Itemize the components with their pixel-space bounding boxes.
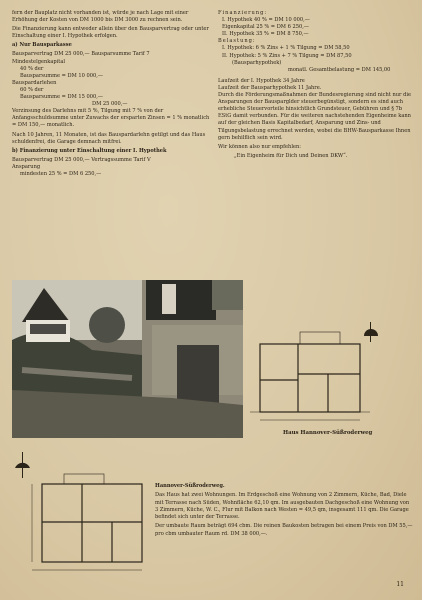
calc-line: mindesten 25 % = DM 6 250,— [20, 170, 102, 177]
bel-line: II. Hypothek: 5 % Zins + 7 % Tilgung = DM 87,50 [222, 52, 352, 59]
heading-b: b) Finanzierung unter Einschaltung einer I. Hypothek [12, 147, 167, 154]
slogan: „Ein Eigenheim für Dich und Deinen DKW“. [234, 152, 348, 159]
calc-line: Bausparsumme = DM 10 000,— [20, 72, 103, 79]
right-para: Durch die Förderungsmaßnahmen der Bundesregierung sind nicht nur die Ansparungen der Bausparglder steuerbegünstigt, sondern es sind auch erhebliche Steuervorteile hinsichtlich Grundsteuer, Gebühren und § 7b EStG damit verbunden. Für die weiteren nachstehenden Eigenheime kann auf der gleichen Basis Kapitalbedarf, Ansparung und Zins- und Tilgungsbelastung errechnet werden, wobei die BHW-Bausparkasse Ihnen gern behilflich sein wird. [218, 92, 411, 141]
right-para-2: Wir können also nur empfehlen: [218, 143, 301, 150]
calc-line: 60 % der [20, 86, 44, 93]
intro-text: fern der Bauplatz nicht vorhanden ist, würde je nach Lage mit einer Erhöhung der Kosten von DM 1000 bis DM 3000 zu rechnen sein. [12, 10, 189, 24]
calc-line: 40 % der [20, 65, 44, 72]
heading-a: a) Nur Bausparkasse [12, 42, 72, 49]
finanzierung-title: Finanzierung: [218, 10, 268, 16]
photo-caption: Haus Hannover-Süßroderweg [283, 430, 373, 436]
bel-line: I. Hypothek: 6 % Zins + 1 % Tilgung = DM 58,50 [222, 45, 350, 52]
description-text: Das Haus hat zwei Wohnungen. Im Erdgeschoß eine Wohnung von 2 Zimmern, Küche, Bad, Diele mit Terrasse nach Süden, Wohnfläche 62,10 qm. Im ausgebauten Dachgeschoß eine Wohnung von 3 Zimmern, Küche, W. C., Flur mit Balkon nach Westen = 49,5 qm, insgesamt 111 qm. Die Garage befindet sich unter der Terrasse. [155, 492, 410, 521]
page-number: 11 [396, 581, 404, 588]
house-photo-drawing [12, 280, 243, 438]
calc-line: Bauspardarlehen [12, 79, 57, 86]
calc-a [12, 51, 214, 108]
calc-line: Ansparung [12, 163, 41, 170]
calc-line: Bausparvertrag DM 25 000,— Vertragssumme Tarif V [12, 156, 151, 163]
laufzeit-line: Laufzeit der Bausparhypothek 11 Jahre. [218, 84, 322, 91]
para-a2: Nach 10 Jahren, 11 Monaten, ist das Bauspardarlehn getilgt und das Haus schuldenfrei, die Garage demnach mitfrei. [12, 131, 206, 145]
bel-total: monatl. Gesamtbelastung = DM 145,00 [288, 66, 391, 73]
floor-plan-upper-drawing [12, 452, 148, 584]
calc-total: DM 25 000,— [92, 101, 128, 108]
right-column [218, 10, 414, 162]
bel-line: (Bausparhypothek) [232, 59, 282, 66]
floor-plan-upper [12, 452, 148, 584]
left-column [12, 10, 214, 178]
calc-line: Bausparvertrag DM 25 000,— Bausparsumme Tarif 7 [12, 51, 150, 58]
house-photo [12, 280, 243, 438]
laufzeit-line: Laufzeit der I. Hypothek 34 Jahre [218, 77, 305, 84]
belastung-title: Belastung: [218, 38, 256, 45]
description-title: Hannover-Süßroderweg. [155, 483, 225, 489]
intro-text-2: Die Finanzierung kann entweder allein über den Bausparvertrag oder unter Einschaltung einer I. Hypothek erfolgen. [12, 26, 209, 40]
description-text-2: Der umbaute Raum beträgt 694 cbm. Die reinen Baukosten betragen bei einem Preis von DM 55,— pro cbm umbauter Raum rd. DM 38 000,—. [155, 523, 413, 537]
floor-plan-ground [250, 322, 382, 430]
fin-line: Eigenkapital 25 % = DM 6 250,— [222, 24, 309, 31]
floor-plan-drawing [250, 322, 382, 430]
para-a1: Verzinsung des Darlehns mit 5 %, Tilgung mit 7 % von der Anfangsschuldsumme unter Zuwachs der ersparten Zinsen = 1 % monatlich = DM 150,— monatlich. [12, 108, 210, 129]
fin-line: I. Hypothek 40 % = DM 10 000,— [222, 17, 310, 24]
calc-line: Mindestelgenkapital [12, 58, 65, 65]
calc-line: Bausparsumme = DM 15 000,— [20, 94, 103, 101]
fin-line: II. Hypothek 35 % = DM 8 750,— [222, 31, 309, 38]
description-block [155, 481, 413, 540]
